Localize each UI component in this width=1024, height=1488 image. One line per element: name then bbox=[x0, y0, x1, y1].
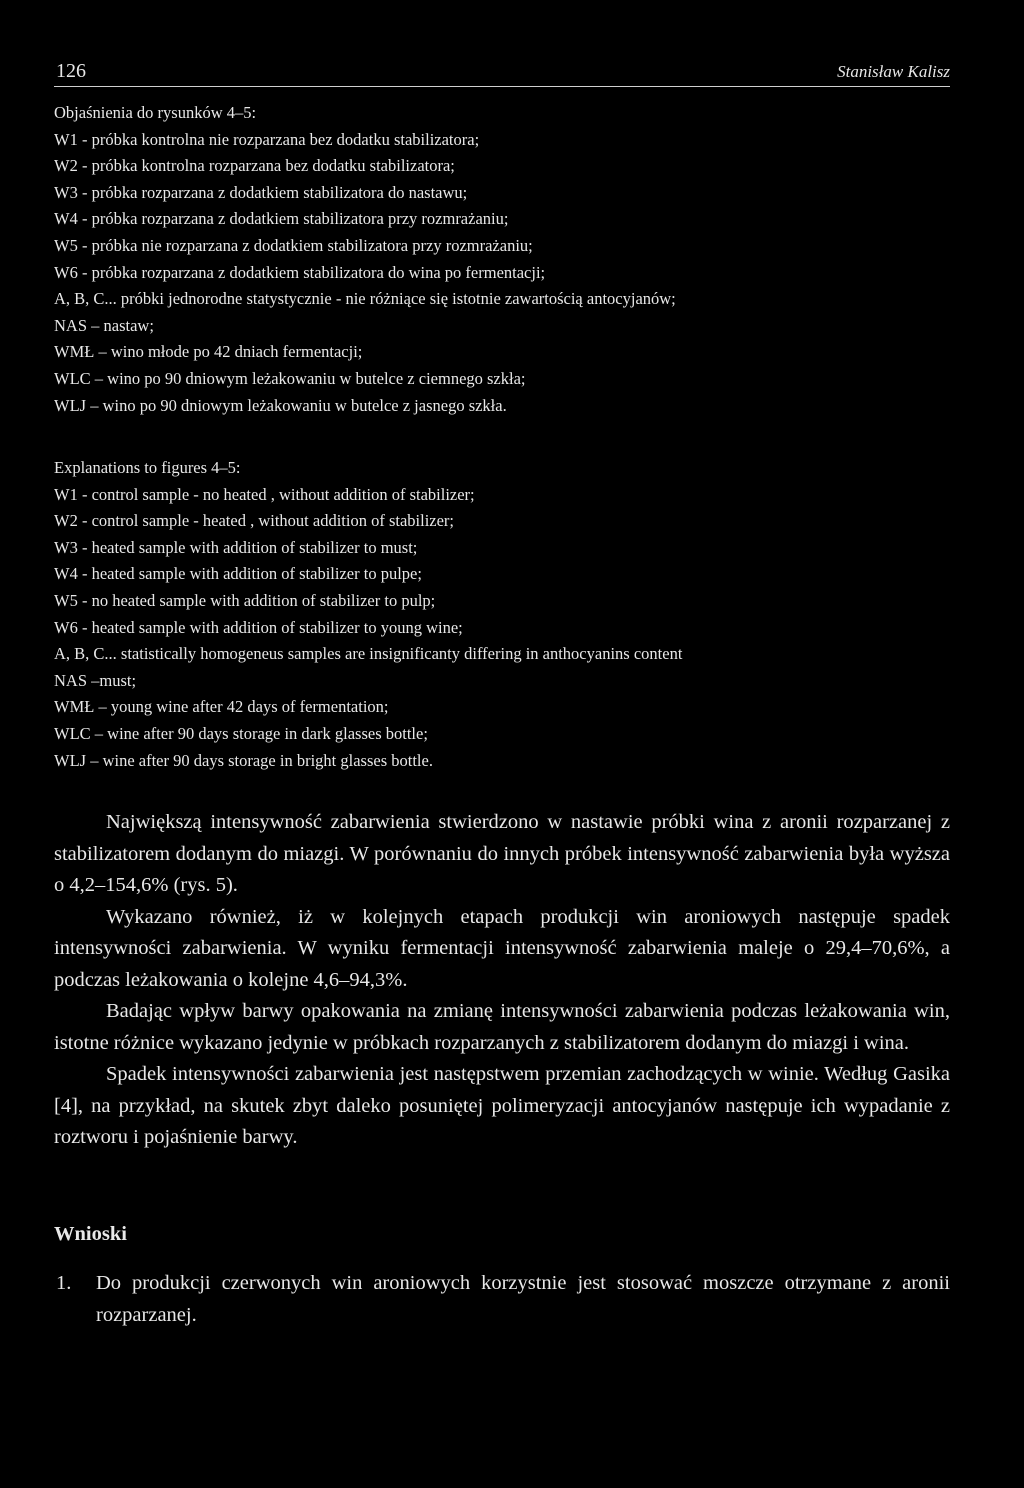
conclusion-number: 1. bbox=[56, 1272, 72, 1294]
legend-line: A, B, C... statistically homogeneus samples are insignificanty differing in anthocyanins content bbox=[54, 644, 683, 664]
legend-line: NAS –must; bbox=[54, 670, 137, 690]
legend-line: WMŁ – young wine after 42 days of fermentation; bbox=[54, 697, 389, 717]
conclusion-text: Do produkcji czerwonych win aroniowych korzystnie jest stosować moszcze otrzymane z aronii rozparzanej. bbox=[96, 1272, 950, 1326]
legend-line: W4 - heated sample with addition of stabilizer to pulpe; bbox=[54, 564, 422, 584]
body-text bbox=[54, 807, 950, 1154]
legend-line: NAS – nastaw; bbox=[54, 315, 154, 335]
legend-line: WLC – wino po 90 dniowym leżakowaniu w butelce z ciemnego szkła; bbox=[54, 368, 526, 388]
legend-line: W6 - heated sample with addition of stabilizer to young wine; bbox=[54, 617, 463, 637]
legend-title: Explanations to figures 4–5: bbox=[54, 458, 241, 477]
legend-line: WLJ – wino po 90 dniowym leżakowaniu w butelce z jasnego szkła. bbox=[54, 395, 507, 415]
legend-line: W2 - próbka kontrolna rozparzana bez dodatku stabilizatora; bbox=[54, 156, 455, 176]
legend-line: WLC – wine after 90 days storage in dark glasses bottle; bbox=[54, 723, 428, 743]
figure-legend-english bbox=[54, 455, 950, 774]
legend-line: W4 - próbka rozparzana z dodatkiem stabilizatora przy rozmrażaniu; bbox=[54, 209, 509, 229]
legend-title: Objaśnienia do rysunków 4–5: bbox=[54, 103, 257, 122]
legend-line: W6 - próbka rozparzana z dodatkiem stabilizatora do wina po fermentacji; bbox=[54, 262, 546, 282]
legend-line: W3 - heated sample with addition of stabilizer to must; bbox=[54, 537, 418, 557]
section-heading-conclusions: Wnioski bbox=[54, 1223, 127, 1245]
legend-line: W1 - próbka kontrolna nie rozparzana bez dodatku stabilizatora; bbox=[54, 129, 480, 149]
conclusion-item bbox=[54, 1268, 950, 1331]
legend-line: W5 - próbka nie rozparzana z dodatkiem stabilizatora przy rozmrażaniu; bbox=[54, 235, 533, 255]
figure-legend-polish bbox=[54, 100, 950, 419]
running-head-author: Stanisław Kalisz bbox=[837, 62, 950, 81]
legend-line: W3 - próbka rozparzana z dodatkiem stabilizatora do nastawu; bbox=[54, 182, 468, 202]
legend-line: A, B, C... próbki jednorodne statystycznie - nie różniące się istotnie zawartością antocyjanów; bbox=[54, 289, 676, 309]
paragraph: Największą intensywność zabarwienia stwierdzono w nastawie próbki wina z aronii rozparzanej z stabilizatorem dodanym do miazgi. W porównaniu do innych próbek intensywność zabarwienia była wyższa o 4,2–154,6% (rys. 5). bbox=[54, 811, 950, 896]
page-header bbox=[54, 60, 950, 87]
legend-line: W5 - no heated sample with addition of stabilizer to pulp; bbox=[54, 590, 436, 610]
paragraph: Spadek intensywności zabarwienia jest następstwem przemian zachodzących w winie. Według Gasika [4], na przykład, na skutek zbyt daleko posuniętej polimeryzacji antocyjanów następuje ich wypadanie z roztworu i pojaśnienie barwy. bbox=[54, 1063, 950, 1148]
legend-line: WLJ – wine after 90 days storage in bright glasses bottle. bbox=[54, 750, 433, 770]
legend-line: W1 - control sample - no heated , without addition of stabilizer; bbox=[54, 484, 475, 504]
paragraph: Badając wpływ barwy opakowania na zmianę intensywności zabarwienia podczas leżakowania win, istotne różnice wykazano jedynie w próbkach rozparzanych z stabilizatorem dodanym do miazgi i wina. bbox=[54, 1000, 950, 1054]
legend-line: W2 - control sample - heated , without addition of stabilizer; bbox=[54, 511, 455, 531]
page-number: 126 bbox=[56, 60, 86, 82]
legend-line: WMŁ – wino młode po 42 dniach fermentacji; bbox=[54, 342, 363, 362]
paragraph: Wykazano również, iż w kolejnych etapach produkcji win aroniowych następuje spadek intensywności zabarwienia. W wyniku fermentacji intensywność zabarwienia maleje o 29,4–70,6%, a podczas leżakowania o kolejne 4,6–94,3%. bbox=[54, 905, 950, 991]
conclusions-list bbox=[54, 1268, 950, 1331]
